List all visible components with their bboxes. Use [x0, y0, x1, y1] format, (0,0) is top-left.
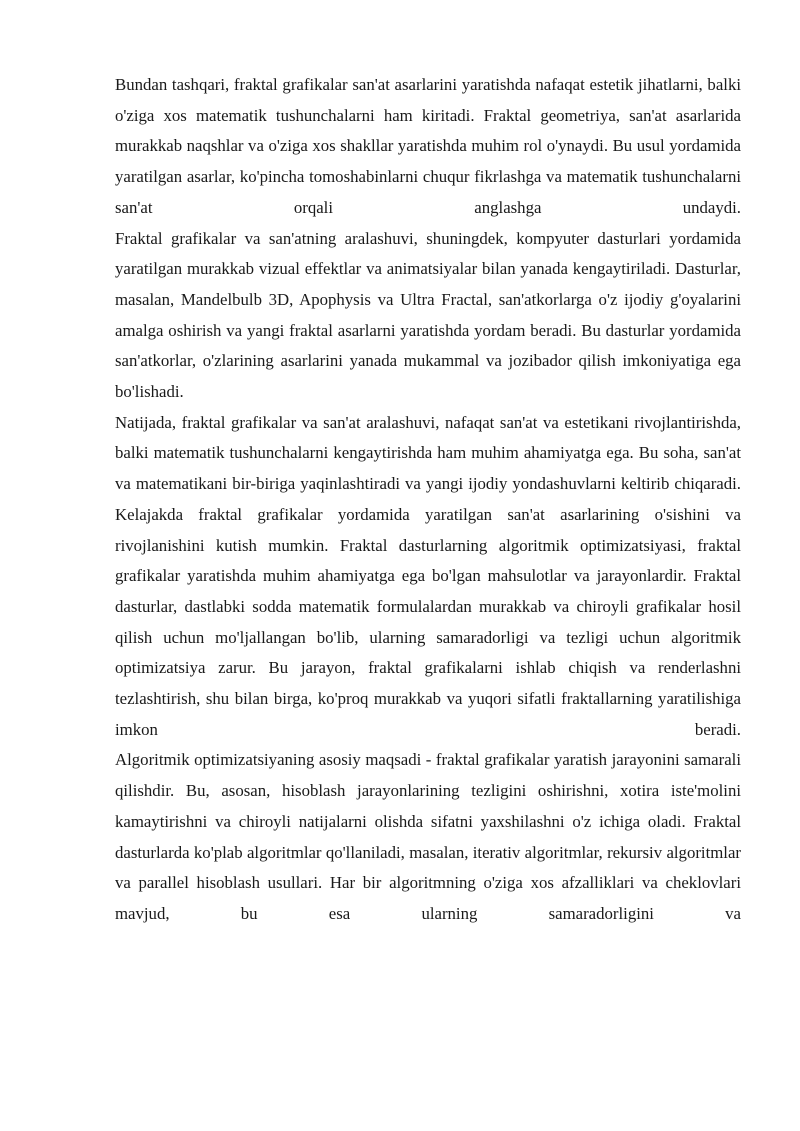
paragraph-1: Bundan tashqari, fraktal grafikalar san'at asarlarini yaratishda nafaqat estetik jihatlarni, balki o'ziga xos matematik tushunchalarni ham kiritadi. Fraktal geometriya, san'at asarlarida murakkab naqshlar va o'ziga xos shakllar yaratishda muhim rol o'ynaydi. Bu usul yordamida yaratilgan asarlar, ko'pincha tomoshabinlarni chuqur fikrlashga va matematik tushunchalarni san'at orqali anglashga undaydi. — [115, 75, 741, 217]
paragraph-3: Natijada, fraktal grafikalar va san'at aralashuvi, nafaqat san'at va estetikani rivojlantirishda, balki matematik tushunchalarni kengaytirishda ham muhim ahamiyatga ega. Bu soha, san'at va matematikani bir-biriga yaqinlashtiradi va yangi ijodiy yondashuvlarni keltirib chiqaradi. Kelajakda fraktal grafikalar yordamida yaratilgan san'at asarlarining o'sishini va rivojlanishini kutish mumkin. Fraktal dasturlarning algoritmik optimizatsiyasi, fraktal grafikalar yaratishda muhim ahamiyatga ega bo'lgan mahsulotlar va jarayonlardir. Fraktal dasturlar, dastlabki sodda matematik formulalardan murakkab va chiroyli grafikalar hosil qilish uchun mo'ljallangan bo'lib, ularning samaradorligi va tezligi uchun algoritmik optimizatsiya zarur. Bu jarayon, fraktal grafikalarni ishlab chiqish va renderlashni tezlashtirish, shu bilan birga, ko'proq murakkab va yuqori sifatli fraktallarning yaratilishiga imkon beradi. — [115, 412, 741, 739]
document-page — [115, 70, 741, 930]
paragraph-4: Algoritmik optimizatsiyaning asosiy maqsadi - fraktal grafikalar yaratish jarayonini samarali qilishdir. Bu, asosan, hisoblash jarayonlarining tezligini oshirishni, xotira iste'molini kamaytirishni va chiroyli natijalarni olishda sifatni yaxshilashni o'z ichiga oladi. Fraktal dasturlarda ko'plab algoritmlar qo'llaniladi, masalan, iterativ algoritmlar, rekursiv algoritmlar va parallel hisoblash usullari. Har bir algoritmning o'ziga xos afzalliklari va cheklovlari mavjud, bu esa ularning samaradorligini va — [115, 750, 741, 923]
paragraph-2: Fraktal grafikalar va san'atning aralashuvi, shuningdek, kompyuter dasturlari yordamida yaratilgan murakkab vizual effektlar va animatsiyalar bilan yanada kengaytiriladi. Dasturlar, masalan, Mandelbulb 3D, Apophysis va Ultra Fractal, san'atkorlarga o'z ijodiy g'oyalarini amalga oshirish va yangi fraktal asarlarni yaratishda yordam beradi. Bu dasturlar yordamida san'atkorlar, o'zlarining asarlarini yanada mukammal va jozibador qilish imkoniyatiga ega bo'lishadi. — [115, 228, 741, 402]
